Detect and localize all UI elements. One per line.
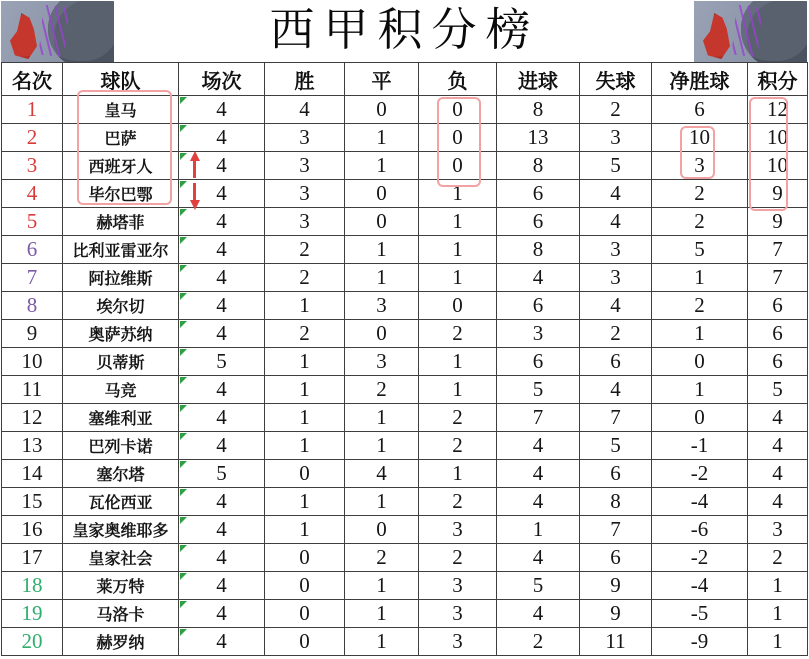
cell-loss: 0 [419, 96, 497, 124]
cell-gd: 1 [652, 320, 748, 348]
cell-gd: 1 [652, 376, 748, 404]
cell-gf: 6 [497, 208, 580, 236]
cell-team: 贝蒂斯 [63, 348, 179, 376]
cell-played: 4 [179, 600, 265, 628]
cell-rank: 2 [2, 124, 63, 152]
cell-team: 阿拉维斯 [63, 264, 179, 292]
cell-win: 3 [265, 152, 345, 180]
cell-played: 4 [179, 264, 265, 292]
cell-draw: 1 [345, 600, 419, 628]
cell-loss: 2 [419, 320, 497, 348]
cell-rank: 6 [2, 236, 63, 264]
cell-draw: 1 [345, 124, 419, 152]
cell-gf: 7 [497, 404, 580, 432]
cell-played: 4 [179, 124, 265, 152]
cell-flag-triangle-icon [180, 181, 187, 188]
cell-team: 皇马 [63, 96, 179, 124]
cell-played: 4 [179, 208, 265, 236]
table-row [2, 460, 808, 488]
cell-draw: 1 [345, 152, 419, 180]
cell-rank: 19 [2, 600, 63, 628]
cell-ga: 4 [580, 376, 652, 404]
cell-gd: -4 [652, 572, 748, 600]
cell-rank: 8 [2, 292, 63, 320]
cell-draw: 3 [345, 292, 419, 320]
cell-draw: 0 [345, 516, 419, 544]
cell-played: 4 [179, 96, 265, 124]
cell-gd: 6 [652, 96, 748, 124]
cell-gf: 4 [497, 600, 580, 628]
cell-draw: 1 [345, 264, 419, 292]
cell-rank: 12 [2, 404, 63, 432]
cell-gd: 3 [652, 152, 748, 180]
cell-flag-triangle-icon [180, 209, 187, 216]
cell-gf: 2 [497, 628, 580, 656]
cell-gd: 2 [652, 292, 748, 320]
cell-team: 奥萨苏纳 [63, 320, 179, 348]
cell-rank: 18 [2, 572, 63, 600]
cell-played: 4 [179, 152, 265, 180]
cell-gf: 8 [497, 236, 580, 264]
cell-win: 1 [265, 488, 345, 516]
cell-rank: 20 [2, 628, 63, 656]
cell-gd: -1 [652, 432, 748, 460]
cell-ga: 3 [580, 124, 652, 152]
cell-loss: 2 [419, 432, 497, 460]
cell-loss: 1 [419, 348, 497, 376]
cell-team: 马洛卡 [63, 600, 179, 628]
cell-ga: 7 [580, 404, 652, 432]
table-row [2, 292, 808, 320]
cell-rank: 5 [2, 208, 63, 236]
cell-loss: 3 [419, 600, 497, 628]
column-header-gd: 净胜球 [652, 63, 748, 96]
cell-rank: 3 [2, 152, 63, 180]
header-row [2, 63, 808, 96]
cell-pts: 12 [748, 96, 808, 124]
table-row [2, 320, 808, 348]
cell-draw: 1 [345, 628, 419, 656]
cell-rank: 14 [2, 460, 63, 488]
cell-win: 1 [265, 404, 345, 432]
cell-pts: 4 [748, 404, 808, 432]
cell-win: 0 [265, 544, 345, 572]
column-header-rank: 名次 [2, 63, 63, 96]
cell-gd: -6 [652, 516, 748, 544]
cell-flag-triangle-icon [180, 629, 187, 636]
cell-rank: 13 [2, 432, 63, 460]
table-row [2, 488, 808, 516]
cell-loss: 0 [419, 152, 497, 180]
cell-draw: 1 [345, 432, 419, 460]
cell-rank: 15 [2, 488, 63, 516]
cell-pts: 4 [748, 460, 808, 488]
column-header-team: 球队 [63, 63, 179, 96]
cell-pts: 4 [748, 488, 808, 516]
cell-ga: 4 [580, 180, 652, 208]
table-row [2, 600, 808, 628]
cell-gf: 6 [497, 180, 580, 208]
table-row [2, 124, 808, 152]
cell-loss: 3 [419, 516, 497, 544]
cell-gd: -4 [652, 488, 748, 516]
cell-played: 4 [179, 516, 265, 544]
cell-loss: 2 [419, 488, 497, 516]
table-row [2, 432, 808, 460]
cell-pts: 6 [748, 292, 808, 320]
cell-pts: 10 [748, 124, 808, 152]
cell-rank: 1 [2, 96, 63, 124]
cell-rank: 16 [2, 516, 63, 544]
cell-played: 4 [179, 628, 265, 656]
standings-body [2, 96, 808, 656]
cell-draw: 1 [345, 488, 419, 516]
cell-played: 4 [179, 292, 265, 320]
column-header-played: 场次 [179, 63, 265, 96]
cell-draw: 0 [345, 96, 419, 124]
cell-flag-triangle-icon [180, 321, 187, 328]
cell-gd: 0 [652, 348, 748, 376]
cell-win: 0 [265, 628, 345, 656]
cell-pts: 5 [748, 376, 808, 404]
cell-loss: 1 [419, 460, 497, 488]
cell-win: 1 [265, 432, 345, 460]
cell-ga: 6 [580, 348, 652, 376]
cell-gf: 13 [497, 124, 580, 152]
column-header-ga: 失球 [580, 63, 652, 96]
cell-win: 2 [265, 264, 345, 292]
cell-flag-triangle-icon [180, 433, 187, 440]
cell-played: 4 [179, 404, 265, 432]
cell-win: 0 [265, 460, 345, 488]
table-row [2, 376, 808, 404]
cell-loss: 1 [419, 208, 497, 236]
cell-gf: 6 [497, 292, 580, 320]
cell-played: 4 [179, 236, 265, 264]
cell-ga: 9 [580, 572, 652, 600]
table-row [2, 236, 808, 264]
cell-draw: 2 [345, 544, 419, 572]
cell-gf: 4 [497, 544, 580, 572]
cell-pts: 4 [748, 432, 808, 460]
column-header-loss: 负 [419, 63, 497, 96]
cell-win: 3 [265, 180, 345, 208]
cell-ga: 3 [580, 264, 652, 292]
cell-pts: 1 [748, 628, 808, 656]
cell-loss: 1 [419, 180, 497, 208]
cell-flag-triangle-icon [180, 489, 187, 496]
cell-team: 赫罗纳 [63, 628, 179, 656]
cell-gf: 8 [497, 96, 580, 124]
cell-draw: 1 [345, 572, 419, 600]
cell-played: 4 [179, 572, 265, 600]
column-header-win: 胜 [265, 63, 345, 96]
cell-played: 4 [179, 376, 265, 404]
cell-played: 4 [179, 180, 265, 208]
cell-team: 塞维利亚 [63, 404, 179, 432]
cell-loss: 1 [419, 376, 497, 404]
cell-rank: 11 [2, 376, 63, 404]
cell-ga: 6 [580, 460, 652, 488]
cell-ga: 9 [580, 600, 652, 628]
column-header-pts: 积分 [748, 63, 808, 96]
cell-loss: 0 [419, 124, 497, 152]
cell-win: 1 [265, 292, 345, 320]
cell-pts: 1 [748, 600, 808, 628]
cell-gd: -5 [652, 600, 748, 628]
cell-win: 1 [265, 516, 345, 544]
cell-gf: 3 [497, 320, 580, 348]
table-row [2, 264, 808, 292]
cell-ga: 7 [580, 516, 652, 544]
cell-ga: 2 [580, 320, 652, 348]
cell-flag-triangle-icon [180, 461, 187, 468]
cell-ga: 4 [580, 208, 652, 236]
page-title: 西甲积分榜 [269, 5, 540, 55]
cell-team: 莱万特 [63, 572, 179, 600]
cell-team: 赫塔菲 [63, 208, 179, 236]
table-row [2, 516, 808, 544]
table-row [2, 180, 808, 208]
cell-ga: 2 [580, 96, 652, 124]
cell-win: 1 [265, 348, 345, 376]
cell-flag-triangle-icon [180, 377, 187, 384]
cell-team: 比利亚雷亚尔 [63, 236, 179, 264]
table-row [2, 628, 808, 656]
cell-gf: 4 [497, 432, 580, 460]
cell-gd: -2 [652, 460, 748, 488]
cell-win: 0 [265, 600, 345, 628]
cell-gd: -9 [652, 628, 748, 656]
cell-ga: 5 [580, 152, 652, 180]
cell-flag-triangle-icon [180, 265, 187, 272]
cell-pts: 6 [748, 320, 808, 348]
cell-team: 瓦伦西亚 [63, 488, 179, 516]
cell-win: 2 [265, 236, 345, 264]
cell-team: 埃尔切 [63, 292, 179, 320]
table-row [2, 404, 808, 432]
cell-team: 西班牙人 [63, 152, 179, 180]
cell-ga: 5 [580, 432, 652, 460]
cell-win: 4 [265, 96, 345, 124]
cell-flag-triangle-icon [180, 405, 187, 412]
cell-flag-triangle-icon [180, 125, 187, 132]
cell-win: 1 [265, 376, 345, 404]
cell-gd: -2 [652, 544, 748, 572]
cell-flag-triangle-icon [180, 545, 187, 552]
cell-rank: 4 [2, 180, 63, 208]
cell-gf: 8 [497, 152, 580, 180]
cell-gf: 4 [497, 488, 580, 516]
cell-draw: 4 [345, 460, 419, 488]
cell-played: 4 [179, 544, 265, 572]
cell-gf: 1 [497, 516, 580, 544]
cell-gd: 2 [652, 180, 748, 208]
cell-flag-triangle-icon [180, 293, 187, 300]
cell-loss: 1 [419, 236, 497, 264]
cell-rank: 10 [2, 348, 63, 376]
cell-win: 3 [265, 208, 345, 236]
cell-flag-triangle-icon [180, 153, 187, 160]
cell-win: 0 [265, 572, 345, 600]
cell-ga: 6 [580, 544, 652, 572]
cell-draw: 2 [345, 376, 419, 404]
cell-win: 3 [265, 124, 345, 152]
cell-pts: 6 [748, 348, 808, 376]
cell-ga: 4 [580, 292, 652, 320]
cell-draw: 0 [345, 180, 419, 208]
cell-pts: 3 [748, 516, 808, 544]
cell-team: 皇家奥维耶多 [63, 516, 179, 544]
cell-loss: 0 [419, 292, 497, 320]
table-row [2, 152, 808, 180]
cell-team: 毕尔巴鄂 [63, 180, 179, 208]
cell-loss: 2 [419, 404, 497, 432]
table-row [2, 348, 808, 376]
cell-ga: 8 [580, 488, 652, 516]
cell-rank: 17 [2, 544, 63, 572]
cell-played: 4 [179, 432, 265, 460]
cell-loss: 2 [419, 544, 497, 572]
cell-draw: 1 [345, 236, 419, 264]
cell-gf: 4 [497, 264, 580, 292]
cell-flag-triangle-icon [180, 573, 187, 580]
cell-gd: 5 [652, 236, 748, 264]
cell-draw: 1 [345, 404, 419, 432]
column-header-gf: 进球 [497, 63, 580, 96]
cell-pts: 10 [748, 152, 808, 180]
cell-loss: 3 [419, 628, 497, 656]
cell-gd: 0 [652, 404, 748, 432]
cell-team: 马竞 [63, 376, 179, 404]
cell-gd: 1 [652, 264, 748, 292]
cell-flag-triangle-icon [180, 237, 187, 244]
table-row [2, 572, 808, 600]
cell-loss: 3 [419, 572, 497, 600]
cell-played: 4 [179, 320, 265, 348]
cell-pts: 9 [748, 180, 808, 208]
cell-flag-triangle-icon [180, 349, 187, 356]
cell-team: 巴萨 [63, 124, 179, 152]
table-row [2, 208, 808, 236]
cell-team: 皇家社会 [63, 544, 179, 572]
cell-pts: 2 [748, 544, 808, 572]
cell-team: 塞尔塔 [63, 460, 179, 488]
cell-loss: 1 [419, 264, 497, 292]
cell-draw: 0 [345, 208, 419, 236]
cell-win: 2 [265, 320, 345, 348]
cell-gd: 10 [652, 124, 748, 152]
standings-table [1, 62, 808, 656]
cell-gd: 2 [652, 208, 748, 236]
cell-pts: 9 [748, 208, 808, 236]
column-header-draw: 平 [345, 63, 419, 96]
cell-gf: 5 [497, 376, 580, 404]
cell-flag-triangle-icon [180, 517, 187, 524]
cell-pts: 7 [748, 264, 808, 292]
cell-ga: 3 [580, 236, 652, 264]
cell-pts: 1 [748, 572, 808, 600]
cell-flag-triangle-icon [180, 97, 187, 104]
cell-pts: 7 [748, 236, 808, 264]
cell-ga: 11 [580, 628, 652, 656]
table-row [2, 96, 808, 124]
cell-gf: 5 [497, 572, 580, 600]
cell-gf: 4 [497, 460, 580, 488]
cell-played: 5 [179, 348, 265, 376]
cell-team: 巴列卡诺 [63, 432, 179, 460]
cell-played: 4 [179, 488, 265, 516]
cell-rank: 7 [2, 264, 63, 292]
table-row [2, 544, 808, 572]
cell-flag-triangle-icon [180, 601, 187, 608]
cell-rank: 9 [2, 320, 63, 348]
cell-draw: 3 [345, 348, 419, 376]
cell-played: 5 [179, 460, 265, 488]
cell-gf: 6 [497, 348, 580, 376]
cell-draw: 0 [345, 320, 419, 348]
